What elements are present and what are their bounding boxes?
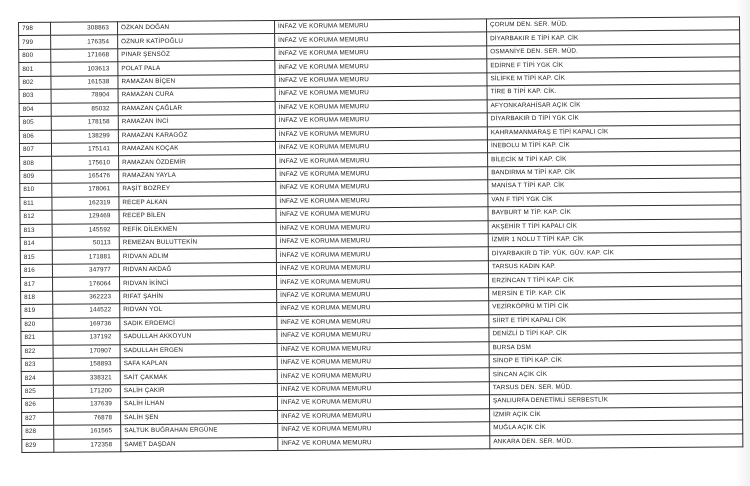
row-number-cell: 816 [20, 264, 52, 278]
job-title-cell: İNFAZ VE KORUMA MEMURU [277, 395, 489, 410]
assigned-unit-cell: DİYARBAKIR D TİP. YÜK. GÜV. KAP. CİK [488, 245, 741, 260]
sicil-number-cell: 347977 [52, 264, 119, 278]
row-number-cell: 810 [20, 183, 52, 197]
row-number-cell: 822 [21, 345, 53, 359]
job-title-cell: İNFAZ VE KORUMA MEMURU [276, 247, 488, 262]
assigned-unit-cell: TİRE B TİPİ KAP. CİK. [487, 84, 740, 99]
row-number-cell: 800 [19, 49, 51, 63]
row-number-cell: 809 [20, 170, 52, 184]
assigned-unit-cell: BANDIRMA M TİPİ KAP. CİK [488, 165, 741, 180]
full-name-cell: RAŞİT BOZREY [119, 182, 276, 197]
assigned-unit-cell: DENİZLİ D TİPİ KAP. CİK [489, 326, 742, 341]
full-name-cell: SALTUK BUĞRAHAN ERGÜNE [121, 424, 278, 439]
sicil-number-cell: 144522 [53, 304, 120, 318]
full-name-cell: SALİH ŞEN [121, 410, 278, 425]
job-title-cell: İNFAZ VE KORUMA MEMURU [276, 207, 488, 222]
job-title-cell: İNFAZ VE KORUMA MEMURU [277, 328, 489, 343]
job-title-cell: İNFAZ VE KORUMA MEMURU [275, 32, 487, 47]
full-name-cell: SAİT ÇAKMAK [120, 370, 277, 385]
row-number-cell: 828 [22, 425, 54, 439]
full-name-cell: RIDVAN AKDAĞ [119, 262, 276, 277]
assigned-unit-cell: İZMİR 1 NOLU T TİPİ KAP. CİK [488, 232, 741, 247]
job-title-cell: İNFAZ VE KORUMA MEMURU [275, 59, 487, 74]
personnel-table [18, 16, 743, 453]
job-title-cell: İNFAZ VE KORUMA MEMURU [277, 288, 489, 303]
job-title-cell: İNFAZ VE KORUMA MEMURU [275, 140, 487, 155]
full-name-cell: RIDVAN YOL [120, 303, 277, 318]
full-name-cell: RIFAT ŞAHİN [120, 289, 277, 304]
sicil-number-cell: 171200 [53, 385, 120, 399]
job-title-cell: İNFAZ VE KORUMA MEMURU [278, 408, 490, 423]
assigned-unit-cell: SİNOP E TİPİ KAP. CİK [489, 353, 742, 368]
assigned-unit-cell: EDİRNE F TİPİ YGK CİK [487, 57, 740, 72]
job-title-cell: İNFAZ VE KORUMA MEMURU [278, 422, 490, 437]
assigned-unit-cell: SİNCAN AÇIK CİK [489, 366, 742, 381]
assigned-unit-cell: BİLECİK M TİPİ KAP. CİK [488, 151, 741, 166]
sicil-number-cell: 137192 [53, 331, 120, 345]
full-name-cell: RAMAZAN CURA [118, 88, 275, 103]
job-title-cell: İNFAZ VE KORUMA MEMURU [275, 99, 487, 114]
assigned-unit-cell: ÇORUM DEN. SER. MÜD. [486, 17, 739, 32]
document-sheet [18, 16, 743, 453]
row-number-cell: 799 [19, 36, 51, 50]
full-name-cell: SALİH İLHAN [120, 397, 277, 412]
sicil-number-cell: 175610 [52, 156, 119, 170]
assigned-unit-cell: OSMANİYE DEN. SER. MÜD. [487, 44, 740, 59]
page-edge-shadow [736, 0, 750, 486]
assigned-unit-cell: TARSUS KADIN KAP. [488, 259, 741, 274]
row-number-cell: 823 [21, 358, 53, 372]
job-title-cell: İNFAZ VE KORUMA MEMURU [277, 314, 489, 329]
assigned-unit-cell: BAYBURT M TİP. KAP. CİK [488, 205, 741, 220]
job-title-cell: İNFAZ VE KORUMA MEMURU [276, 234, 488, 249]
row-number-cell: 818 [21, 291, 53, 305]
row-number-cell: 805 [19, 116, 51, 130]
sicil-number-cell: 338321 [53, 371, 120, 385]
assigned-unit-cell: AFYONKARAHİSAR AÇIK CİK [487, 97, 740, 112]
row-number-cell: 801 [19, 63, 51, 77]
sicil-number-cell: 103613 [51, 62, 118, 76]
job-title-cell: İNFAZ VE KORUMA MEMURU [278, 435, 490, 450]
table-body [19, 17, 743, 453]
job-title-cell: İNFAZ VE KORUMA MEMURU [277, 301, 489, 316]
full-name-cell: RAMAZAN KARAGÖZ [118, 128, 275, 143]
full-name-cell: PINAR ŞENSÖZ [118, 47, 275, 62]
sicil-number-cell: 129469 [52, 210, 119, 224]
assigned-unit-cell: SİLİFKE M TİPİ KAP. CİK [487, 71, 740, 86]
row-number-cell: 813 [20, 224, 52, 238]
row-number-cell: 819 [21, 304, 53, 318]
full-name-cell: RAMAZAN İNCİ [118, 115, 275, 130]
sicil-number-cell: 175141 [51, 143, 118, 157]
job-title-cell: İNFAZ VE KORUMA MEMURU [275, 113, 487, 128]
row-number-cell: 798 [19, 22, 51, 36]
assigned-unit-cell: VAN F TİPİ YGK CİK [488, 192, 741, 207]
assigned-unit-cell: ŞANLIURFA DENETİMLİ SERBESTLİK [489, 393, 742, 408]
assigned-unit-cell: DİYARBAKIR D TİPİ YGK CİK [487, 111, 740, 126]
assigned-unit-cell: ANKARA DEN. SER. MÜD. [490, 433, 743, 448]
job-title-cell: İNFAZ VE KORUMA MEMURU [276, 194, 488, 209]
full-name-cell: REMEZAN BULUTTEKİN [119, 235, 276, 250]
full-name-cell: SALİH ÇAKIR [120, 383, 277, 398]
row-number-cell: 804 [19, 103, 51, 117]
row-number-cell: 821 [21, 331, 53, 345]
row-number-cell: 815 [20, 251, 52, 265]
full-name-cell: RAMAZAN BİÇEN [118, 74, 275, 89]
assigned-unit-cell: İNEBOLU M TİPİ KAP. CİK [487, 138, 740, 153]
assigned-unit-cell: MERSİN E TİP. KAP. CİK [489, 286, 742, 301]
full-name-cell: REFİK DİLEKMEN [119, 222, 276, 237]
full-name-cell: SADULLAH ERGEN [120, 343, 277, 358]
full-name-cell: POLAT PALA [118, 61, 275, 76]
full-name-cell: SADULLAH AKKOYUN [120, 330, 277, 345]
full-name-cell: RIDVAN ADLIM [119, 249, 276, 264]
job-title-cell: İNFAZ VE KORUMA MEMURU [276, 167, 488, 182]
sicil-number-cell: 178061 [52, 183, 119, 197]
sicil-number-cell: 50113 [52, 237, 119, 251]
job-title-cell: İNFAZ VE KORUMA MEMURU [277, 382, 489, 397]
assigned-unit-cell: ERZİNCAN T TİPİ KAP. CİK [488, 272, 741, 287]
sicil-number-cell: 158893 [53, 358, 120, 372]
assigned-unit-cell: AKŞEHİR T TİPİ KAPALI CİK [488, 218, 741, 233]
row-number-cell: 814 [20, 237, 52, 251]
row-number-cell: 820 [21, 318, 53, 332]
assigned-unit-cell: KAHRAMANMARAŞ E TİPİ KAPALI CİK [487, 124, 740, 139]
assigned-unit-cell: TARSUS DEN. SER. MÜD. [489, 380, 742, 395]
sicil-number-cell: 85032 [51, 102, 118, 116]
row-number-cell: 807 [19, 143, 51, 157]
row-number-cell: 824 [21, 372, 53, 386]
full-name-cell: RAMAZAN ÇAĞLAR [118, 101, 275, 116]
full-name-cell: ÖZKAN DOĞAN [118, 20, 275, 35]
full-name-cell: RAMAZAN KOÇAK [118, 141, 275, 156]
sicil-number-cell: 170907 [53, 344, 120, 358]
assigned-unit-cell: BURSA DSM [489, 339, 742, 354]
job-title-cell: İNFAZ VE KORUMA MEMURU [275, 46, 487, 61]
row-number-cell: 812 [20, 210, 52, 224]
row-number-cell: 802 [19, 76, 51, 90]
sicil-number-cell: 76878 [54, 411, 121, 425]
assigned-unit-cell: VEZİRKÖPRÜ M TİPİ CİK [489, 299, 742, 314]
assigned-unit-cell: MUĞLA AÇIK CİK [490, 420, 743, 435]
full-name-cell: RIDVAN İKİNCİ [120, 276, 277, 291]
sicil-number-cell: 169736 [53, 317, 120, 331]
sicil-number-cell: 165476 [52, 170, 119, 184]
job-title-cell: İNFAZ VE KORUMA MEMURU [275, 73, 487, 88]
row-number-cell: 808 [20, 157, 52, 171]
assigned-unit-cell: MANİSA T TİPİ KAP. CİK [488, 178, 741, 193]
job-title-cell: İNFAZ VE KORUMA MEMURU [277, 368, 489, 383]
row-number-cell: 829 [22, 439, 54, 453]
job-title-cell: İNFAZ VE KORUMA MEMURU [277, 355, 489, 370]
sicil-number-cell: 308863 [51, 22, 118, 36]
sicil-number-cell: 172358 [54, 438, 121, 452]
sicil-number-cell: 145592 [52, 223, 119, 237]
job-title-cell: İNFAZ VE KORUMA MEMURU [276, 220, 488, 235]
job-title-cell: İNFAZ VE KORUMA MEMURU [275, 126, 487, 141]
job-title-cell: İNFAZ VE KORUMA MEMURU [277, 274, 489, 289]
full-name-cell: ÖZNUR KATİPOĞLU [118, 34, 275, 49]
sicil-number-cell: 171668 [51, 49, 118, 63]
full-name-cell: RECEP BİLEN [119, 209, 276, 224]
assigned-unit-cell: İZMİR AÇIK CİK [490, 407, 743, 422]
full-name-cell: SADIK ERDEMCİ [120, 316, 277, 331]
job-title-cell: İNFAZ VE KORUMA MEMURU [276, 261, 488, 276]
job-title-cell: İNFAZ VE KORUMA MEMURU [276, 153, 488, 168]
full-name-cell: SAMET DAŞDAN [121, 437, 278, 452]
job-title-cell: İNFAZ VE KORUMA MEMURU [277, 341, 489, 356]
sicil-number-cell: 78904 [51, 89, 118, 103]
row-number-cell: 827 [22, 412, 54, 426]
job-title-cell: İNFAZ VE KORUMA MEMURU [275, 86, 487, 101]
sicil-number-cell: 161565 [54, 425, 121, 439]
full-name-cell: SAFA KAPLAN [120, 356, 277, 371]
sicil-number-cell: 176354 [51, 35, 118, 49]
sicil-number-cell: 137639 [53, 398, 120, 412]
row-number-cell: 825 [21, 385, 53, 399]
row-number-cell: 817 [21, 278, 53, 292]
assigned-unit-cell: SİİRT E TİPİ KAPALI CİK [489, 312, 742, 327]
job-title-cell: İNFAZ VE KORUMA MEMURU [274, 19, 486, 34]
sicil-number-cell: 362223 [53, 290, 120, 304]
sicil-number-cell: 161538 [51, 75, 118, 89]
job-title-cell: İNFAZ VE KORUMA MEMURU [276, 180, 488, 195]
sicil-number-cell: 138299 [51, 129, 118, 143]
assigned-unit-cell: DİYARBAKIR E TİPİ KAP. CİK [487, 30, 740, 45]
row-number-cell: 806 [19, 130, 51, 144]
sicil-number-cell: 171881 [52, 250, 119, 264]
full-name-cell: RAMAZAN ÖZDEMİR [119, 155, 276, 170]
row-number-cell: 826 [21, 398, 53, 412]
full-name-cell: RAMAZAN YAYLA [119, 168, 276, 183]
sicil-number-cell: 176064 [53, 277, 120, 291]
full-name-cell: RECEP ALKAN [119, 195, 276, 210]
sicil-number-cell: 178158 [51, 116, 118, 130]
sicil-number-cell: 162319 [52, 196, 119, 210]
row-number-cell: 803 [19, 89, 51, 103]
row-number-cell: 811 [20, 197, 52, 211]
